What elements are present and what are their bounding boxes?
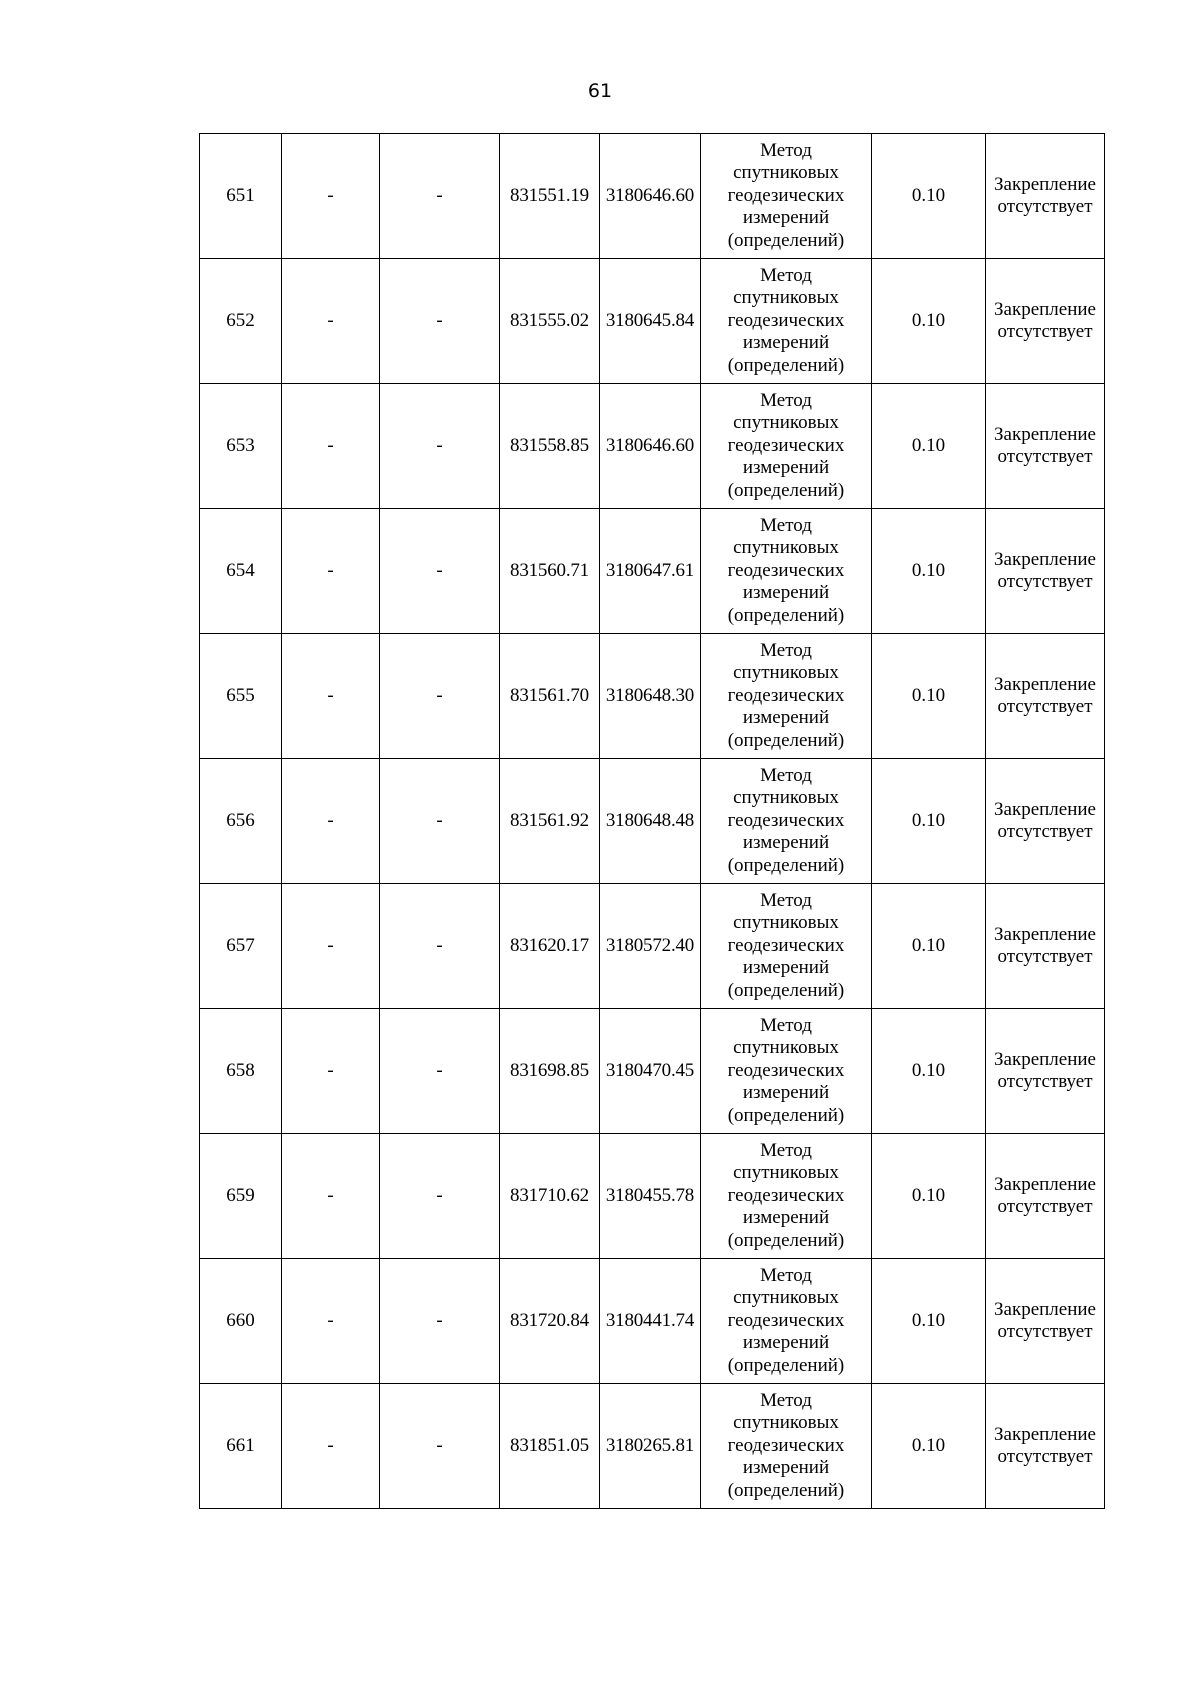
method-line: Метод [760,1264,812,1286]
method-line: спутниковых [733,662,839,684]
fixation-status-line: отсутствует [997,1071,1093,1092]
old-y-cell: - [380,509,500,634]
table-row [200,134,1105,259]
fixation-status-line: Закрепление [994,548,1096,570]
table-row [200,1384,1105,1509]
method-cell [701,384,872,509]
x-coordinate-cell: 831720.84 [500,1259,600,1384]
old-y-cell: - [380,634,500,759]
method-line: (определений) [727,1104,845,1126]
fixation-status-cell [986,259,1105,384]
method-line: измерений [742,1457,830,1479]
method-line: Метод [760,264,812,286]
method-line: спутниковых [733,537,839,559]
old-x-cell: - [282,384,380,509]
table-row [200,1009,1105,1134]
x-coordinate-cell: 831551.19 [500,134,600,259]
accuracy-cell: 0.10 [872,634,986,759]
table-row [200,759,1105,884]
method-cell [701,884,872,1009]
point-number-cell: 651 [200,134,282,259]
method-line: спутниковых [733,1287,839,1309]
method-line: измерений [742,957,830,979]
method-line: геодезических [727,684,845,706]
point-number-cell: 654 [200,509,282,634]
coordinates-table [199,133,1105,1509]
point-number-cell: 661 [200,1384,282,1509]
method-line: измерений [742,1082,830,1104]
point-number-cell: 652 [200,259,282,384]
y-coordinate-cell: 3180646.60 [600,384,701,509]
table-row [200,634,1105,759]
old-y-cell: - [380,1259,500,1384]
fixation-status-cell [986,759,1105,884]
table-row [200,884,1105,1009]
old-x-cell: - [282,884,380,1009]
old-x-cell: - [282,1134,380,1259]
method-line: (определений) [727,1354,845,1376]
method-line: (определений) [727,854,845,876]
table-row [200,1259,1105,1384]
fixation-status-line: Закрепление [994,1048,1096,1070]
method-line: измерений [742,832,830,854]
method-cell [701,1259,872,1384]
page-number: 61 [587,80,613,102]
fixation-status-line: Закрепление [994,298,1096,320]
old-y-cell: - [380,259,500,384]
method-line: измерений [742,1332,830,1354]
method-line: геодезических [727,309,845,331]
old-x-cell: - [282,1384,380,1509]
fixation-status-cell [986,134,1105,259]
method-line: геодезических [727,434,845,456]
method-line: измерений [742,457,830,479]
table-body [200,134,1105,1509]
old-y-cell: - [380,384,500,509]
method-line: спутниковых [733,1162,839,1184]
accuracy-cell: 0.10 [872,759,986,884]
method-line: геодезических [727,184,845,206]
accuracy-cell: 0.10 [872,509,986,634]
method-line: измерений [742,1207,830,1229]
accuracy-cell: 0.10 [872,1134,986,1259]
old-x-cell: - [282,509,380,634]
method-line: Метод [760,389,812,411]
fixation-status-cell [986,384,1105,509]
fixation-status-line: Закрепление [994,173,1096,195]
old-x-cell: - [282,134,380,259]
old-y-cell: - [380,134,500,259]
old-y-cell: - [380,759,500,884]
method-line: спутниковых [733,412,839,434]
method-line: Метод [760,514,812,536]
y-coordinate-cell: 3180648.30 [600,634,701,759]
x-coordinate-cell: 831698.85 [500,1009,600,1134]
old-y-cell: - [380,884,500,1009]
fixation-status-line: отсутствует [997,446,1093,467]
old-x-cell: - [282,759,380,884]
table-row [200,509,1105,634]
method-cell [701,509,872,634]
method-line: измерений [742,582,830,604]
method-line: спутниковых [733,1037,839,1059]
old-x-cell: - [282,259,380,384]
fixation-status-line: отсутствует [997,946,1093,967]
method-line: Метод [760,889,812,911]
method-line: спутниковых [733,1412,839,1434]
fixation-status-line: Закрепление [994,673,1096,695]
x-coordinate-cell: 831558.85 [500,384,600,509]
table-row [200,259,1105,384]
fixation-status-cell [986,1134,1105,1259]
method-line: геодезических [727,934,845,956]
x-coordinate-cell: 831555.02 [500,259,600,384]
table-row [200,1134,1105,1259]
x-coordinate-cell: 831561.70 [500,634,600,759]
method-line: измерений [742,332,830,354]
method-line: геодезических [727,559,845,581]
method-line: спутниковых [733,912,839,934]
point-number-cell: 653 [200,384,282,509]
fixation-status-line: отсутствует [997,1321,1093,1342]
fixation-status-cell [986,634,1105,759]
point-number-cell: 660 [200,1259,282,1384]
method-line: спутниковых [733,162,839,184]
method-line: Метод [760,1389,812,1411]
method-line: измерений [742,207,830,229]
fixation-status-cell [986,1009,1105,1134]
x-coordinate-cell: 831560.71 [500,509,600,634]
fixation-status-line: отсутствует [997,321,1093,342]
method-line: геодезических [727,1059,845,1081]
table-row [200,384,1105,509]
method-cell [701,259,872,384]
y-coordinate-cell: 3180265.81 [600,1384,701,1509]
method-line: Метод [760,1014,812,1036]
old-x-cell: - [282,1259,380,1384]
method-line: (определений) [727,1479,845,1501]
method-line: измерений [742,707,830,729]
method-line: Метод [760,1139,812,1161]
y-coordinate-cell: 3180572.40 [600,884,701,1009]
old-x-cell: - [282,1009,380,1134]
x-coordinate-cell: 831851.05 [500,1384,600,1509]
fixation-status-cell [986,1384,1105,1509]
fixation-status-line: отсутствует [997,696,1093,717]
old-y-cell: - [380,1384,500,1509]
fixation-status-line: Закрепление [994,1173,1096,1195]
method-line: Метод [760,639,812,661]
method-line: (определений) [727,604,845,626]
accuracy-cell: 0.10 [872,1009,986,1134]
fixation-status-line: Закрепление [994,798,1096,820]
method-line: геодезических [727,1184,845,1206]
method-cell [701,759,872,884]
method-cell [701,1134,872,1259]
method-line: геодезических [727,809,845,831]
y-coordinate-cell: 3180647.61 [600,509,701,634]
y-coordinate-cell: 3180648.48 [600,759,701,884]
accuracy-cell: 0.10 [872,259,986,384]
fixation-status-line: Закрепление [994,1298,1096,1320]
point-number-cell: 655 [200,634,282,759]
fixation-status-cell [986,509,1105,634]
method-line: геодезических [727,1309,845,1331]
point-number-cell: 656 [200,759,282,884]
fixation-status-line: отсутствует [997,1196,1093,1217]
method-line: (определений) [727,229,845,251]
fixation-status-line: отсутствует [997,1446,1093,1467]
old-y-cell: - [380,1134,500,1259]
method-line: Метод [760,764,812,786]
x-coordinate-cell: 831710.62 [500,1134,600,1259]
method-cell [701,134,872,259]
accuracy-cell: 0.10 [872,384,986,509]
x-coordinate-cell: 831561.92 [500,759,600,884]
point-number-cell: 659 [200,1134,282,1259]
method-cell [701,634,872,759]
fixation-status-cell [986,1259,1105,1384]
fixation-status-line: отсутствует [997,821,1093,842]
accuracy-cell: 0.10 [872,884,986,1009]
method-line: Метод [760,139,812,161]
accuracy-cell: 0.10 [872,134,986,259]
method-line: (определений) [727,1229,845,1251]
method-line: (определений) [727,354,845,376]
point-number-cell: 657 [200,884,282,1009]
method-line: (определений) [727,479,845,501]
method-line: (определений) [727,729,845,751]
method-line: (определений) [727,979,845,1001]
accuracy-cell: 0.10 [872,1259,986,1384]
method-line: геодезических [727,1434,845,1456]
y-coordinate-cell: 3180441.74 [600,1259,701,1384]
x-coordinate-cell: 831620.17 [500,884,600,1009]
fixation-status-cell [986,884,1105,1009]
y-coordinate-cell: 3180645.84 [600,259,701,384]
accuracy-cell: 0.10 [872,1384,986,1509]
y-coordinate-cell: 3180646.60 [600,134,701,259]
fixation-status-line: Закрепление [994,423,1096,445]
method-line: спутниковых [733,287,839,309]
fixation-status-line: отсутствует [997,571,1093,592]
old-y-cell: - [380,1009,500,1134]
point-number-cell: 658 [200,1009,282,1134]
fixation-status-line: Закрепление [994,923,1096,945]
y-coordinate-cell: 3180470.45 [600,1009,701,1134]
fixation-status-line: отсутствует [997,196,1093,217]
method-cell [701,1384,872,1509]
method-cell [701,1009,872,1134]
method-line: спутниковых [733,787,839,809]
old-x-cell: - [282,634,380,759]
y-coordinate-cell: 3180455.78 [600,1134,701,1259]
fixation-status-line: Закрепление [994,1423,1096,1445]
